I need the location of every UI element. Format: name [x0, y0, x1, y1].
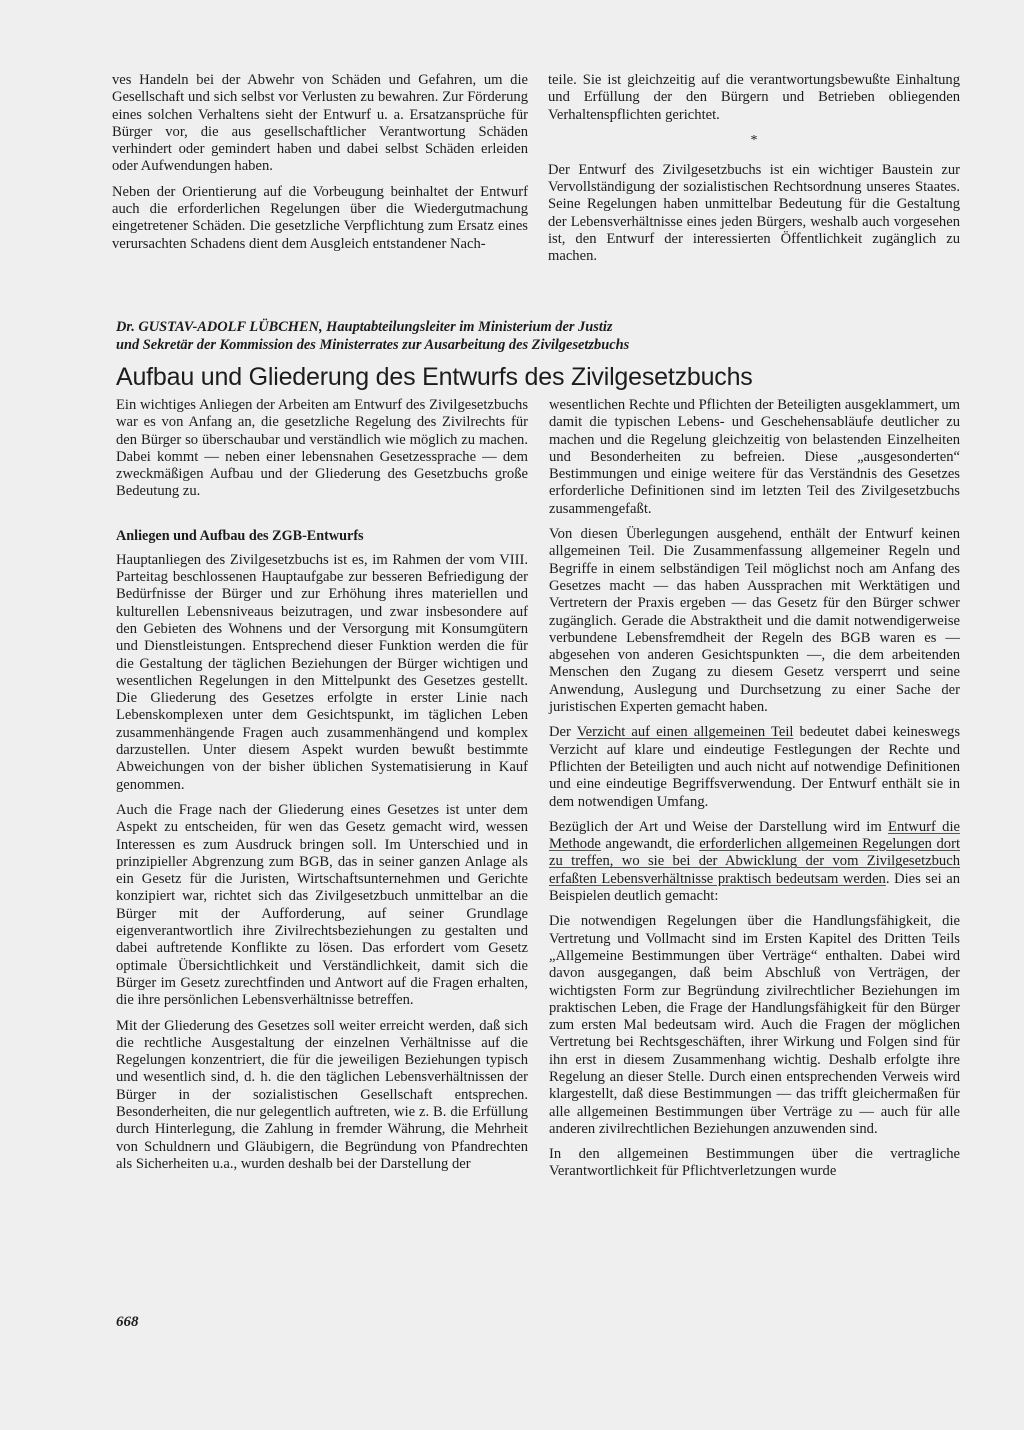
- paragraph: Neben der Orientierung auf die Vorbeugung beinhaltet der Entwurf auch die erforderlichen Regelungen über die Wiedergutmachung eingetretener Schäden. Die gesetzliche Verpflichtung zum Ersatz eines verursachten Schadens dient dem Ausgleich entstandener Nach-: [112, 183, 528, 252]
- paragraph: Auch die Frage nach der Gliederung eines Gesetzes ist unter dem Aspekt zu entscheiden, für wen das Gesetz gemacht wird, wessen Interessen es zum Ausdruck bringen soll. Im Unterschied und in prinzipieller Abgrenzung zum BGB, das in seiner ganzen Anlage als ein Gesetz für die Juristen, Wirtschaftsunternehmen und Gerichte konzipiert war, richtet sich das Zivilgesetzbuch unmittelbar an die Bürger mit der Aufforderung, auf seiner Grundlage eigenverantwortlich ihre Zivilrechtsbeziehungen zu gestalten und dabei auftretende Konflikte zu lösen. Das erfordert vom Gesetz optimale Übersichtlichkeit und Verständlichkeit, damit sich die Bürger im Gesetz zurechtfinden und Antwort auf die Fragen erhalten, die ihre persönlichen Lebensverhältnisse betreffen.: [116, 801, 528, 1009]
- author-byline: [116, 318, 936, 354]
- article-headline: Aufbau und Gliederung des Entwurfs des Zivilgesetzbuchs: [116, 363, 753, 391]
- top-left-column: [112, 72, 528, 261]
- main-right-column: [549, 397, 960, 1189]
- underlined-text: Entwurf die Methode: [549, 818, 960, 853]
- page-number: 668: [116, 1314, 139, 1330]
- section-subheading: Anliegen und Aufbau des ZGB-Entwurfs: [116, 527, 364, 544]
- paragraph: ves Handeln bei der Abwehr von Schäden und Gefahren, um die Gesellschaft und sich selbst vor Verlusten zu bewahren. Zur Förderung eines solchen Verhaltens sieht der Entwurf u. a. Ersatzansprüche für Bürger vor, die aus gesellschaftlicher Verantwortung Schäden verhindert oder gemindert haben und dabei selbst Schäden erleiden oder Aufwendungen haben.: [112, 72, 528, 175]
- main-left-column: [116, 397, 528, 1181]
- text-run: Bezüglich der Art und Weise der Darstellung wird im: [549, 818, 889, 835]
- text-run: angewandt, die: [600, 836, 700, 853]
- paragraph: Hauptanliegen des Zivilgesetzbuchs ist es, im Rahmen der vom VIII. Parteitag beschlossenen Hauptaufgabe zur besseren Befriedigung der Bedürfnisse der Bürger und zur Erhöhung ihres materiellen und kulturellen Lebensniveaus beizutragen, und zwar insbesondere auf den Gebieten des Wohnens und der Versorgung mit Konsumgütern und Dienstleistungen. Entsprechend dieser Funktion werden die für die Gestaltung der täglichen Beziehungen der Bürger wichtigen und wesentlichen Regelungen in den Mittelpunkt des Gesetzes gestellt. Die Gliederung des Gesetzes erfolgte in erster Linie nach Lebenskomplexen unter dem Gesichtspunkt, im täglichen Leben zusammenhängende Fragen auch zusammenhängend und komplex darzustellen. Unter diesem Aspekt wurden bewußt bestimmte Abweichungen von der bisher üblichen Systematisierung in Kauf genommen.: [116, 551, 528, 793]
- text-run: . Dies sei an Beispielen deutlich gemacht:: [549, 870, 960, 905]
- section-separator: *: [750, 132, 758, 148]
- underlined-text: erforderlichen allgemeinen Regelungen dort zu treffen, wo sie bei der Abwicklung der vom Zivilgesetzbuch erfaßten Lebensverhältnisse praktisch bedeutsam werden: [549, 836, 960, 887]
- text-run: Der: [549, 724, 577, 741]
- byline-line: und Sekretär der Kommission des Ministerrates zur Ausarbeitung des Zivilgesetzbuchs: [116, 337, 630, 353]
- underlined-text: Verzicht auf einen allgemeinen Teil: [576, 724, 794, 741]
- paragraph: [549, 724, 960, 810]
- paragraph: teile. Sie ist gleichzeitig auf die verantwortungsbewußte Einhaltung und Erfüllung der den Bürgern und Betrieben obliegenden Verhaltenspflichten gerichtet.: [548, 72, 960, 123]
- text-run: bedeutet dabei keineswegs Verzicht auf klare und eindeutige Festlegungen der Rechte und Pflichten der Beteiligten und auch nicht auf notwendige Definitionen und eine eindeutige Begriffsverwendung. Der Entwurf enthält sie in dem notwendigen Umfang.: [549, 724, 960, 810]
- paragraph: In den allgemeinen Bestimmungen über die vertragliche Verantwortlichkeit für Pflichtverletzungen wurde: [549, 1146, 960, 1180]
- byline-line: Dr. GUSTAV-ADOLF LÜBCHEN, Hauptabteilungsleiter im Ministerium der Justiz: [116, 319, 613, 335]
- intro-paragraph: Ein wichtiges Anliegen der Arbeiten am Entwurf des Zivilgesetzbuchs war es von Anfang an, die gesetzliche Regelung des Zivilrechts für den Bürger so überschaubar und verständlich wie möglich zu machen. Dabei kommt — neben einer lebensnahen Gesetzessprache — dem zweckmäßigen Aufbau und der Gliederung des Gesetzbuchs große Bedeutung zu.: [116, 397, 528, 500]
- paragraph: [549, 819, 960, 905]
- paragraph: Mit der Gliederung des Gesetzes soll weiter erreicht werden, daß sich die rechtliche Ausgestaltung der einzelnen Verhältnisse auf die Regelungen konzentriert, die für die jeweiligen Beziehungen typisch und wesentlich sind, d. h. die den täglichen Lebensverhältnissen der Bürger in der sozialistischen Gesellschaft entsprechen. Besonderheiten, die nur gelegentlich auftreten, wie z. B. die Erfüllung durch Hinterlegung, die Zahlung in fremder Währung, die Mehrheit von Schuldnern und Gläubigern, die Begründung von Pfandrechten als Sicherheiten u.a., wurden deshalb bei der Darstellung der: [116, 1017, 528, 1172]
- top-right-column: [548, 72, 960, 274]
- paragraph: Von diesen Überlegungen ausgehend, enthält der Entwurf keinen allgemeinen Teil. Die Zusammenfassung allgemeiner Regeln und Begriffe in einem selbständigen Teil möglichst noch am Anfang des Gesetzes macht — das haben Aussprachen mit Werktätigen und Vertretern der Praxis ergeben — das Gesetz für den Bürger schwer zugänglich. Gerade die Abstraktheit und die damit notwendigerweise verbundene Lebensfremdheit der Regeln des BGB waren es — abgesehen von anderen Gesichtspunkten —, die dem arbeitenden Menschen den Zugang zu diesem Gesetz versperrt und seine Anwendung, Auslegung und Durchsetzung zu einer Sache der juristischen Experten gemacht haben.: [549, 526, 960, 716]
- paragraph: wesentlichen Rechte und Pflichten der Beteiligten ausgeklammert, um damit die typischen Lebens- und Geschehensabläufe deutlicher zu machen und die Regelung gleichzeitig von belastenden Einzelheiten und Besonderheiten zu befreien. Diese „ausgesonderten“ Bestimmungen und einige weitere für das Verständnis des Gesetzes erforderliche Definitionen sind im letzten Teil des Zivilgesetzbuchs zusammengefaßt.: [549, 397, 960, 517]
- paragraph: Der Entwurf des Zivilgesetzbuchs ist ein wichtiger Baustein zur Vervollständigung der sozialistischen Rechtsordnung unseres Staates. Seine Regelungen haben unmittelbar Bedeutung für die Gestaltung der Lebensverhältnisse eines jeden Bürgers, weshalb auch vorgesehen ist, den Entwurf der interessierten Öffentlichkeit zugänglich zu machen.: [548, 161, 960, 265]
- paragraph: Die notwendigen Regelungen über die Handlungsfähigkeit, die Vertretung und Vollmacht sind im Ersten Kapitel des Dritten Teils „Allgemeine Bestimmungen über Verträge“ enthalten. Dabei wird davon ausgegangen, daß beim Abschluß von Verträgen, der wichtigsten Form zur Begründung zivilrechtlicher Beziehungen im praktischen Leben, die Frage der Handlungsfähigkeit für den Bürger zum ersten Mal bedeutsam wird. Auch die Fragen der möglichen Vertretung bei Rechtsgeschäften, ihrer Wirkung und Folgen sind für ihn erst in diesem Zusammenhang wichtig. Deshalb erfolgte ihre Regelung an dieser Stelle. Durch einen entsprechenden Verweis wird klargestellt, daß diese Bestimmungen — das trifft gleichermaßen für alle allgemeinen Bestimmungen über Verträge zu — auch für alle anderen zivilrechtlichen Beziehungen anzuwenden sind.: [549, 913, 960, 1137]
